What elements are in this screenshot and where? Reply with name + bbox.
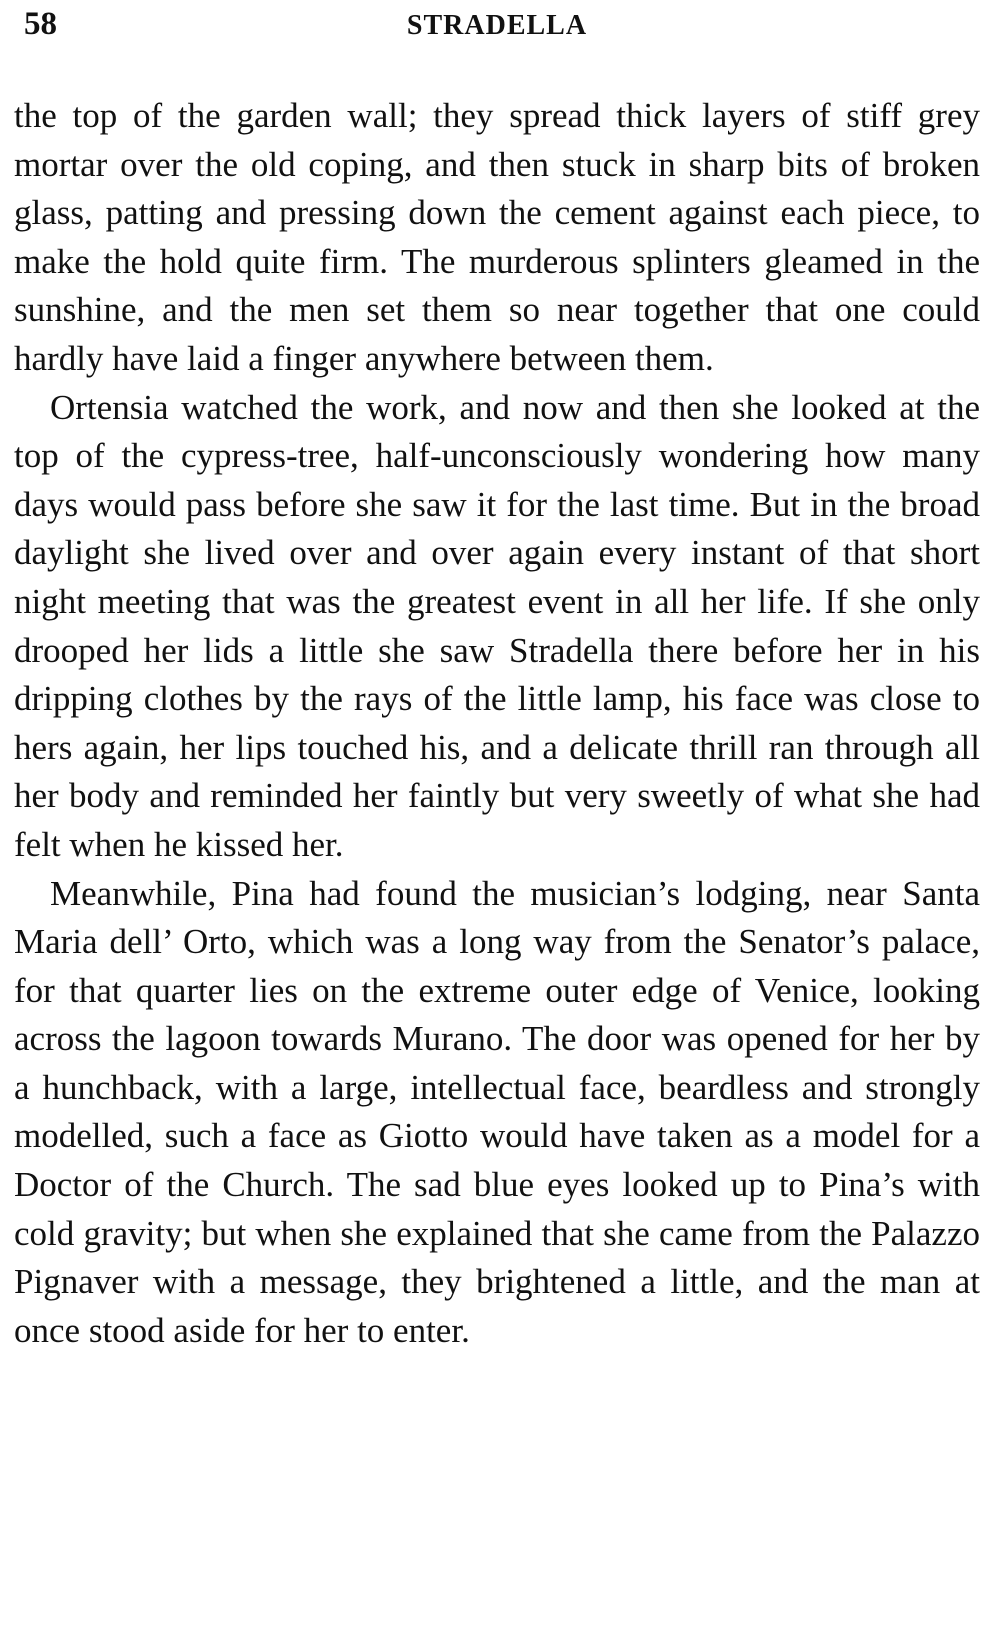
page-number: 58 — [24, 6, 57, 42]
body-text — [14, 92, 980, 1355]
running-head — [14, 0, 980, 56]
paragraph-continued: the top of the garden wall; they spread thick layers of stiff grey mortar over the old coping, and then stuck in sharp bits of broken glass, patting and pressing down the cement against each piece, to make the hold quite firm. The murderous splinters gleamed in the sunshine, and the men set them so near together that one could hardly have laid a finger anywhere between them. — [14, 96, 980, 378]
paragraph-pina: Meanwhile, Pina had found the musician’s lodging, near Santa Maria dell’ Orto, which was a long way from the Senator’s palace, for that quarter lies on the extreme outer edge of Venice, looking across the lagoon towards Murano. The door was opened for her by a hunchback, with a large, intellectual face, beardless and strongly modelled, such a face as Giotto would have taken as a model for a Doctor of the Church. The sad blue eyes looked up to Pina’s with cold gravity; but when she explained that she came from the Palazzo Pignaver with a message, they brightened a little, and the man at once stood aside for her to enter. — [14, 873, 980, 1350]
paragraph-ortensia: Ortensia watched the work, and now and then she looked at the top of the cypress-tree, half-unconsciously wondering how many days would pass before she saw it for the last time. But in the broad daylight she lived over and over again every instant of that short night meeting that was the greatest event in all her life. If she only drooped her lids a little she saw Stradella there before her in his dripping clothes by the rays of the little lamp, his face was close to hers again, her lips touched his, and a delicate thrill ran through all her body and reminded her faintly but very sweetly of what she had felt when he kissed her. — [14, 387, 980, 864]
running-title: STRADELLA — [406, 10, 588, 41]
